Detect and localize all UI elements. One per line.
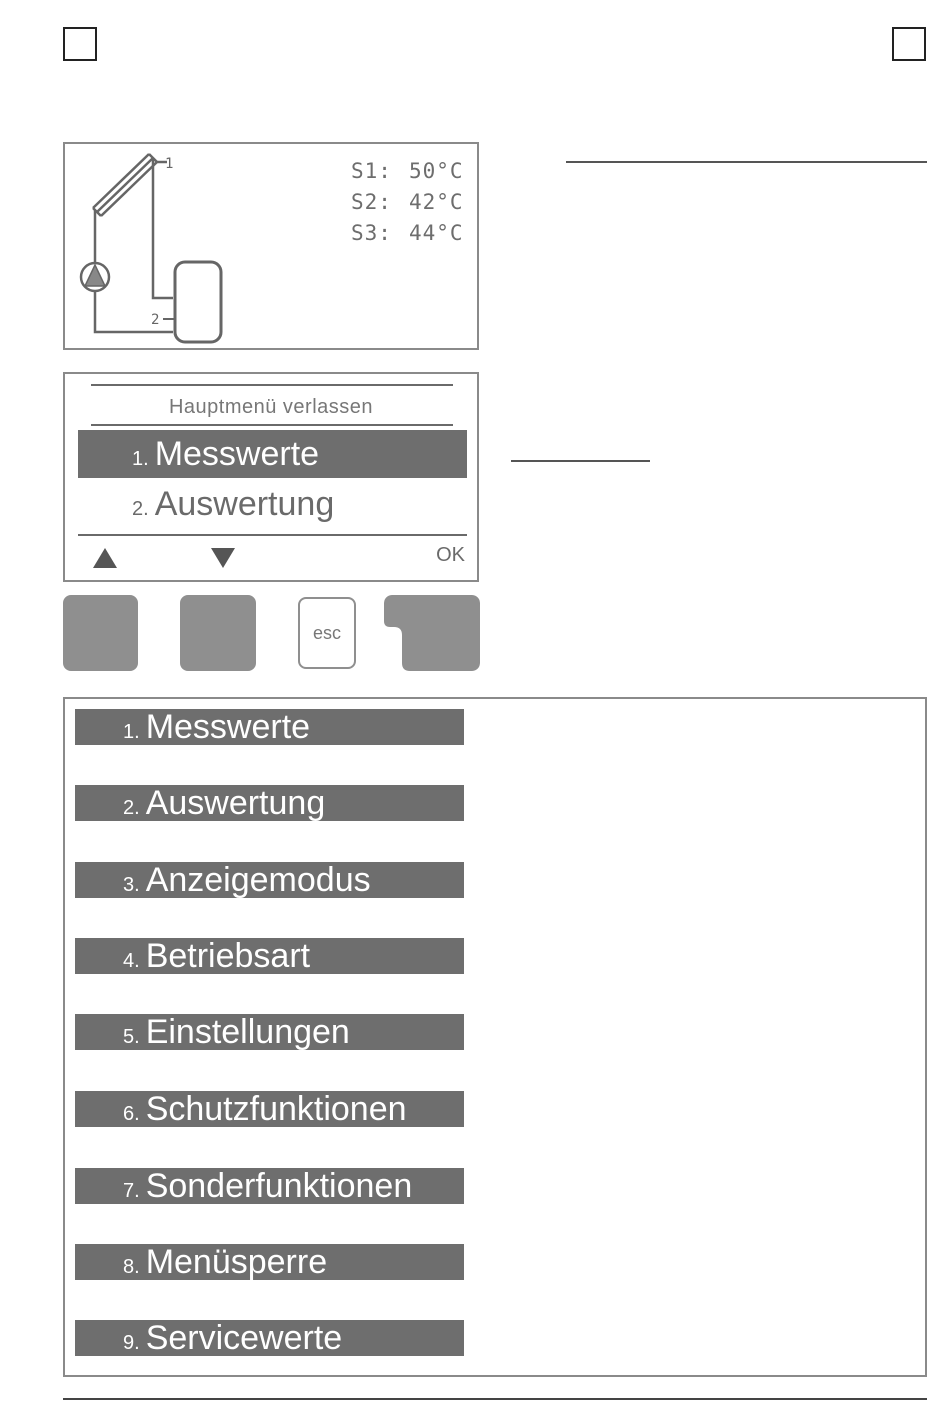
overview-item-label: Sonderfunktionen xyxy=(145,1167,413,1205)
storage-tank-icon xyxy=(175,262,221,342)
corner-mark-right xyxy=(892,27,926,61)
overview-item-anzeigemodus xyxy=(75,862,464,898)
corner-mark-left xyxy=(63,27,97,61)
overview-item-label: Menüsperre xyxy=(145,1243,328,1281)
overview-item-auswertung xyxy=(75,785,464,821)
ok-softkey[interactable]: OK xyxy=(436,544,465,566)
overview-item-number: 1. xyxy=(123,721,140,743)
sensor-label: S3: xyxy=(351,221,392,245)
esc-button[interactable]: esc xyxy=(298,597,356,669)
overview-item-number: 3. xyxy=(123,874,140,896)
overview-item-messwerte xyxy=(75,709,464,745)
collector-icon xyxy=(93,154,157,216)
overview-item-menuesperre xyxy=(75,1244,464,1280)
overview-item-number: 2. xyxy=(123,797,140,819)
sensor-readings xyxy=(351,156,464,249)
overview-item-number: 7. xyxy=(123,1180,140,1202)
sensor-value: 42°C xyxy=(409,190,464,214)
menu-exit-item[interactable]: Hauptmenü verlassen xyxy=(168,396,374,418)
overview-item-label: Servicewerte xyxy=(145,1319,343,1357)
divider-line xyxy=(91,384,453,386)
sensor-row-s2 xyxy=(351,187,464,218)
sensor-row-s3 xyxy=(351,218,464,249)
overview-item-number: 9. xyxy=(123,1332,140,1354)
overview-item-servicewerte xyxy=(75,1320,464,1356)
overview-item-number: 5. xyxy=(123,1026,140,1048)
sensor-label: S2: xyxy=(351,190,392,214)
overview-item-sonderfunktionen xyxy=(75,1168,464,1204)
sensor-label: S1: xyxy=(351,159,392,183)
status-display xyxy=(63,142,479,350)
overview-item-einstellungen xyxy=(75,1014,464,1050)
overview-item-label: Auswertung xyxy=(145,784,326,822)
pump-icon xyxy=(81,263,109,291)
softkey-bar xyxy=(65,540,477,576)
sensor-value: 50°C xyxy=(409,159,464,183)
footer-divider xyxy=(63,1398,927,1400)
ok-hardware-button[interactable] xyxy=(384,595,480,671)
overview-item-number: 4. xyxy=(123,950,140,972)
menu-item-label: Auswertung xyxy=(154,485,335,523)
arrow-up-icon[interactable] xyxy=(91,546,119,570)
overview-item-label: Betriebsart xyxy=(145,937,311,975)
overview-item-label: Einstellungen xyxy=(145,1013,350,1051)
arrow-down-icon[interactable] xyxy=(209,546,237,570)
sensor-row-s1 xyxy=(351,156,464,187)
divider-line xyxy=(566,161,927,163)
overview-item-label: Schutzfunktionen xyxy=(145,1090,407,1128)
menu-item-messwerte[interactable] xyxy=(78,430,467,478)
overview-item-number: 8. xyxy=(123,1256,140,1278)
menu-item-label: Messwerte xyxy=(154,435,320,473)
sensor-value: 44°C xyxy=(409,221,464,245)
overview-item-number: 6. xyxy=(123,1103,140,1125)
divider-line xyxy=(511,460,650,462)
sensor-2-label: 2 xyxy=(151,312,160,328)
menu-item-auswertung[interactable] xyxy=(78,480,467,528)
overview-item-betriebsart xyxy=(75,938,464,974)
solar-schematic-diagram xyxy=(73,148,273,344)
overview-item-label: Anzeigemodus xyxy=(145,861,371,899)
down-hardware-button[interactable] xyxy=(180,595,256,671)
menu-item-number: 2. xyxy=(132,498,149,520)
divider-line xyxy=(78,534,467,536)
overview-item-label: Messwerte xyxy=(145,708,311,746)
overview-item-schutzfunktionen xyxy=(75,1091,464,1127)
divider-line xyxy=(91,424,453,426)
main-menu-overview xyxy=(63,697,927,1377)
up-hardware-button[interactable] xyxy=(63,595,138,671)
sensor-1-label: 1 xyxy=(165,156,174,172)
menu-item-number: 1. xyxy=(132,448,149,470)
menu-display xyxy=(63,372,479,582)
